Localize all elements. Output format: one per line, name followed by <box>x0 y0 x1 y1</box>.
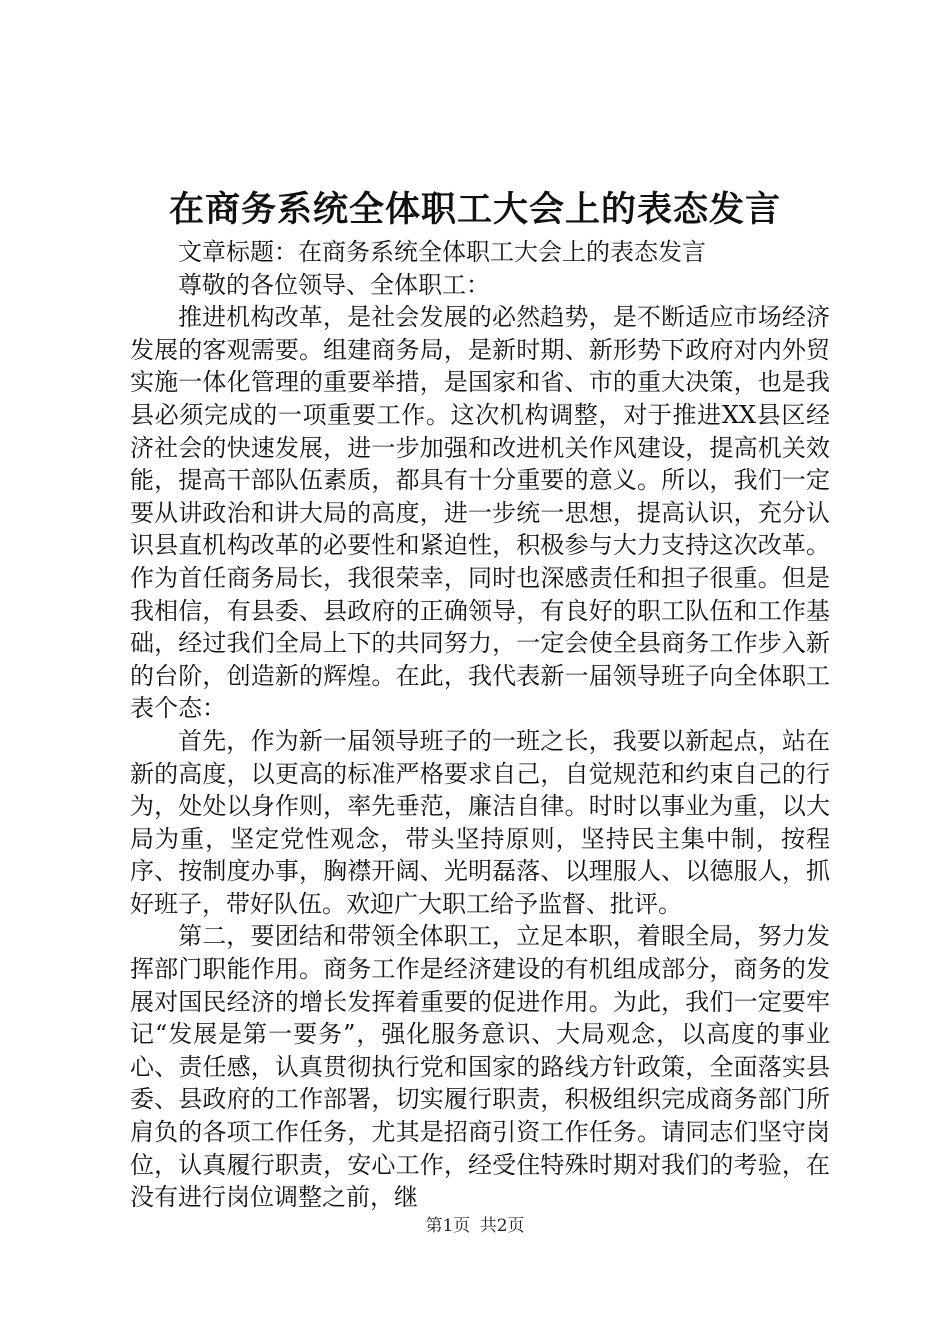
paragraph-intro: 推进机构改革，是社会发展的必然趋势，是不断适应市场经济发展的客观需要。组建商务局，是新时期、新形势下政府对内外贸实施一体化管理的重要举措，是国家和省、市的重大决策，也是我县必须完成的一项重要工作。这次机构调整，对于推进XX县区经济社会的快速发展，进一步加强和改进机关作风建设，提高机关效能，提高干部队伍素质，都具有十分重要的意义。所以，我们一定要从讲政治和讲大局的高度，进一步统一思想，提高认识，充分认识县直机构改革的必要性和紧迫性，积极参与大力支持这次改革。作为首任商务局长，我很荣幸，同时也深感责任和担子很重。但是我相信，有县委、县政府的正确领导，有良好的职工队伍和工作基础，经过我们全局上下的共同努力，一定会使全县商务工作步入新的台阶，创造新的辉煌。在此，我代表新一届领导班子向全体职工表个态： <box>130 303 830 723</box>
page-total: 共2页 <box>479 1216 525 1236</box>
page-footer <box>0 1214 950 1238</box>
salutation: 尊敬的各位领导、全体职工： <box>178 270 490 299</box>
document-title: 在商务系统全体职工大会上的表态发言 <box>168 189 781 230</box>
article-title-line: 文章标题：在商务系统全体职工大会上的表态发言 <box>178 238 706 266</box>
paragraph-first: 首先，作为新一届领导班子的一班之长，我要以新起点，站在新的高度，以更高的标准严格要求自己，自觉规范和约束自己的行为，处处以身作则，率先垂范，廉洁自律。时时以事业为重，以大局为重，坚定党性观念，带头坚持原则，坚持民主集中制，按程序、按制度办事，胸襟开阔、光明磊落、以理服人、以德服人，抓好班子，带好队伍。欢迎广大职工给予监督、批评。 <box>130 726 830 918</box>
page-number: 第1页 <box>425 1216 471 1236</box>
paragraph-second: 第二，要团结和带领全体职工，立足本职，着眼全局，努力发挥部门职能作用。商务工作是经济建设的有机组成部分，商务的发展对国民经济的增长发挥着重要的促进作用。为此，我们一定要牢记“发展是第一要务”，强化服务意识、大局观念，以高度的事业心、责任感，认真贯彻执行党和国家的路线方针政策，全面落实县委、县政府的工作部署，切实履行职责，积极组织完成商务部门所肩负的各项工作任务，尤其是招商引资工作任务。请同志们坚守岗位，认真履行职责，安心工作，经受住特殊时期对我们的考验，在没有进行岗位调整之前，继 <box>130 922 830 1212</box>
document-body <box>130 236 830 1214</box>
